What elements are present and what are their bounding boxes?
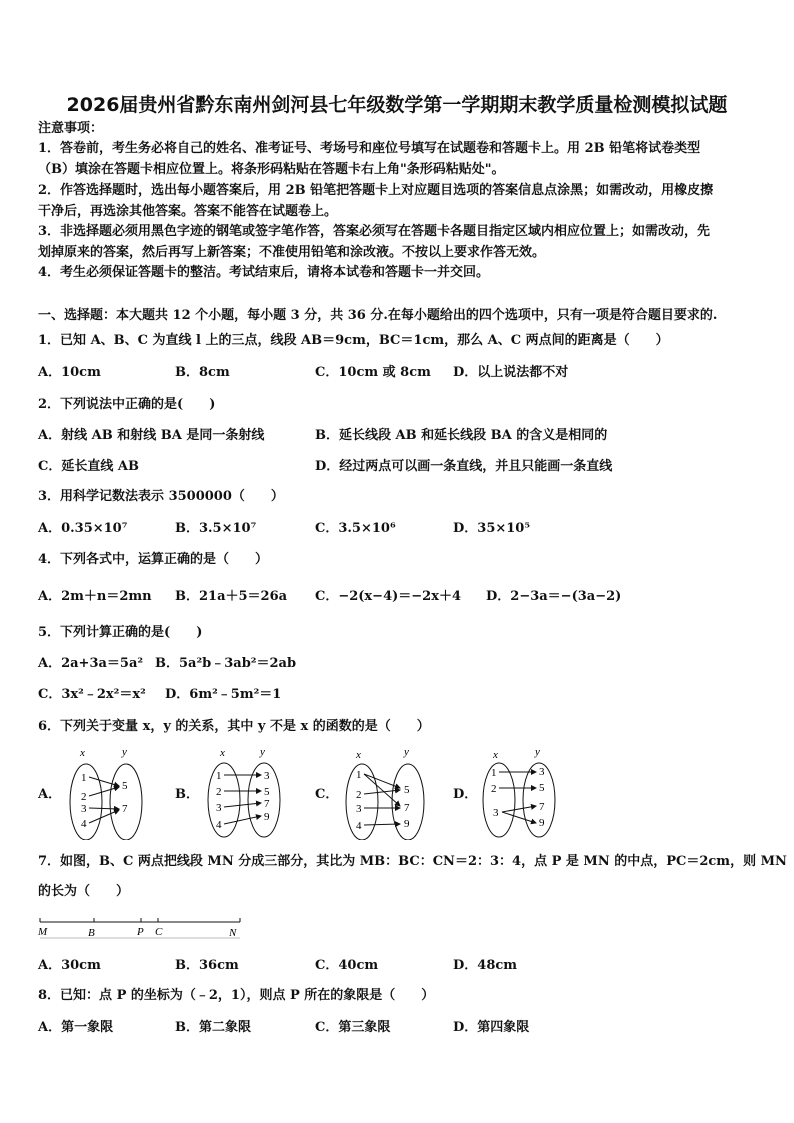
q4-stem: 4．下列各式中，运算正确的是（ ）: [38, 552, 269, 567]
q2-option-c: C．延长直线 AB: [38, 459, 139, 474]
x-label: x: [220, 747, 225, 759]
x-value: 2: [491, 783, 497, 795]
point-m-label: M: [38, 926, 48, 938]
q2-option-d: D．经过两点可以画一条直线，并且只能画一条直线: [315, 459, 613, 474]
q4-option-c: C．−2(x−4)＝−2x＋4: [315, 589, 462, 604]
q2-option-b: B．延长线段 AB 和延长线段 BA 的含义是相同的: [315, 428, 608, 443]
y-label: y: [122, 746, 127, 758]
q4-option-b: B．21a＋5＝26a: [175, 589, 288, 604]
x-value: 3: [81, 803, 87, 815]
y-value: 7: [404, 802, 410, 814]
x-value: 4: [81, 818, 87, 830]
mapping-diagram-a: [64, 744, 154, 840]
q6-stem: 6．下列关于变量 x，y 的关系，其中 y 不是 x 的函数的是（ ）: [38, 719, 430, 734]
q6-label-a: A．: [38, 787, 62, 802]
x-value: 1: [356, 769, 362, 781]
point-p-label: P: [137, 926, 144, 938]
mapping-arrow: [89, 777, 119, 786]
q6-label-c: C．: [315, 787, 339, 802]
q7-stem-line1: 7．如图，B、C 两点把线段 MN 分成三部分，其比为 MB：BC：CN＝2：3：4，点 P 是 MN 的中点，PC＝2cm，则 MN: [38, 854, 787, 869]
x-value: 1: [216, 770, 222, 782]
x-value: 1: [81, 772, 87, 784]
y-value: 5: [264, 786, 270, 798]
x-value: 2: [81, 791, 87, 803]
q4-option-a: A．2m＋n＝2mn: [38, 589, 152, 604]
x-value: 2: [216, 786, 222, 798]
q1-stem: 1．已知 A、B、C 为直线 l 上的三点，线段 AB＝9cm，BC＝1cm，那么 A、C 两点间的距离是（ ）: [38, 333, 669, 348]
q8-option-a: A．第一象限: [38, 1020, 114, 1035]
note-2b: 干净后，再选涂其他答案。答案不能答在试题卷上。: [38, 204, 338, 219]
y-value: 9: [264, 811, 270, 823]
section-heading: 一、选择题：本大题共 12 个小题，每小题 3 分，共 36 分.在每小题给出的四个选项中，只有一项是符合题目要求的.: [38, 308, 718, 323]
mapping-arrow: [224, 803, 261, 807]
q3-option-a: A．0.35×10⁷: [38, 521, 128, 536]
y-label: y: [404, 746, 409, 758]
mapping-arrow: [224, 816, 261, 824]
y-value: 3: [264, 770, 270, 782]
q2-option-a: A．射线 AB 和射线 BA 是同一条射线: [38, 428, 265, 443]
q8-stem: 8．已知：点 P 的坐标为（﹣2，1），则点 P 所在的象限是（ ）: [38, 988, 435, 1003]
notes-heading: 注意事项：: [38, 121, 104, 136]
q3-option-b: B．3.5×10⁷: [175, 521, 257, 536]
q8-option-d: D．第四象限: [453, 1020, 530, 1035]
q7-option-d: D．48cm: [453, 958, 518, 973]
y-label: y: [260, 746, 265, 758]
note-2a: 2．作答选择题时，选出每小题答案后，用 2B 铅笔把答题卡上对应题目选项的答案信息点涂黑；如需改动，用橡皮擦: [38, 183, 714, 198]
mapping-arrow: [502, 806, 536, 812]
page-title: 2026届贵州省黔东南州剑河县七年级数学第一学期期末教学质量检测模拟试题: [66, 94, 728, 116]
y-value: 9: [404, 818, 410, 830]
mapping-diagram-b: [202, 744, 292, 840]
q8-option-c: C．第三象限: [315, 1020, 391, 1035]
mapping-arrow: [502, 812, 536, 823]
mapping-diagram-c: [340, 744, 430, 840]
x-label: x: [80, 747, 85, 759]
segment-mn-diagram: [36, 912, 246, 940]
q3-option-c: C．3.5×10⁶: [315, 521, 396, 536]
q3-stem: 3．用科学记数法表示 3500000（ ）: [38, 489, 284, 504]
q5-stem: 5．下列计算正确的是( ): [38, 625, 203, 640]
y-value: 9: [539, 817, 545, 829]
x-value: 3: [356, 803, 362, 815]
mapping-diagram-d: [477, 744, 567, 840]
q1-option-b: B．8cm: [175, 365, 230, 380]
q7-option-c: C．40cm: [315, 958, 379, 973]
note-4: 4．考生必须保证答题卡的整洁。考试结束后，请将本试卷和答题卡一并交回。: [38, 265, 490, 280]
mapping-arrow: [89, 787, 119, 796]
y-label: y: [535, 746, 540, 758]
y-value: 7: [539, 801, 545, 813]
q1-option-a: A．10cm: [38, 365, 101, 380]
x-label: x: [493, 749, 498, 761]
q4-option-d: D．2−3a＝−(3a−2): [486, 589, 622, 604]
y-value: 7: [264, 798, 270, 810]
q5-option-d: D．6m²﹣5m²＝1: [165, 687, 282, 702]
mapping-arrow: [89, 810, 119, 823]
q8-option-b: B．第二象限: [175, 1020, 251, 1035]
q2-stem: 2．下列说法中正确的是( ): [38, 397, 216, 412]
q5-option-c: C．3x²﹣2x²＝x²: [38, 687, 146, 702]
q7-option-b: B．36cm: [175, 958, 239, 973]
q7-option-a: A．30cm: [38, 958, 101, 973]
q3-option-d: D．35×10⁵: [453, 521, 531, 536]
point-b-label: B: [88, 927, 95, 939]
point-n-label: N: [229, 927, 237, 939]
mapping-arrow: [89, 808, 119, 809]
x-label: x: [356, 749, 361, 761]
x-value: 1: [491, 767, 497, 779]
y-value: 7: [122, 803, 128, 815]
q6-label-b: B．: [175, 787, 199, 802]
x-value: 3: [216, 802, 222, 814]
q7-stem-line2: 的长为（ ）: [38, 884, 130, 899]
y-value: 5: [122, 780, 128, 792]
q5-option-a: A．2a+3a＝5a²: [38, 656, 144, 671]
note-3a: 3．非选择题必须用黑色字迹的钢笔或签字笔作答，答案必须写在答题卡各题目指定区域内相应位置上；如需改动，先: [38, 224, 711, 239]
q1-option-c: C．10cm 或 8cm: [315, 365, 431, 380]
y-value: 5: [539, 782, 545, 794]
note-3b: 划掉原来的答案，然后再写上新答案；不准使用铅笔和涂改液。不按以上要求作答无效。: [38, 245, 546, 260]
q5-option-b: B．5a²b﹣3ab²＝2ab: [155, 656, 297, 671]
point-c-label: C: [155, 926, 163, 938]
x-value: 2: [356, 789, 362, 801]
note-1b: （B）填涂在答题卡相应位置上。将条形码粘贴在答题卡右上角"条形码粘贴处"。: [38, 162, 505, 177]
note-1a: 1．答卷前，考生务必将自己的姓名、准考证号、考场号和座位号填写在试题卷和答题卡上。用 2B 铅笔将试卷类型: [38, 141, 701, 156]
x-value: 3: [493, 807, 499, 819]
mapping-arrow: [364, 774, 400, 806]
mapping-arrow: [364, 824, 400, 825]
x-value: 4: [356, 820, 362, 832]
y-value: 5: [404, 784, 410, 796]
y-value: 3: [539, 766, 545, 778]
x-value: 4: [216, 819, 222, 831]
q6-label-d: D．: [453, 787, 478, 802]
q1-option-d: D．以上说法都不对: [453, 365, 569, 380]
